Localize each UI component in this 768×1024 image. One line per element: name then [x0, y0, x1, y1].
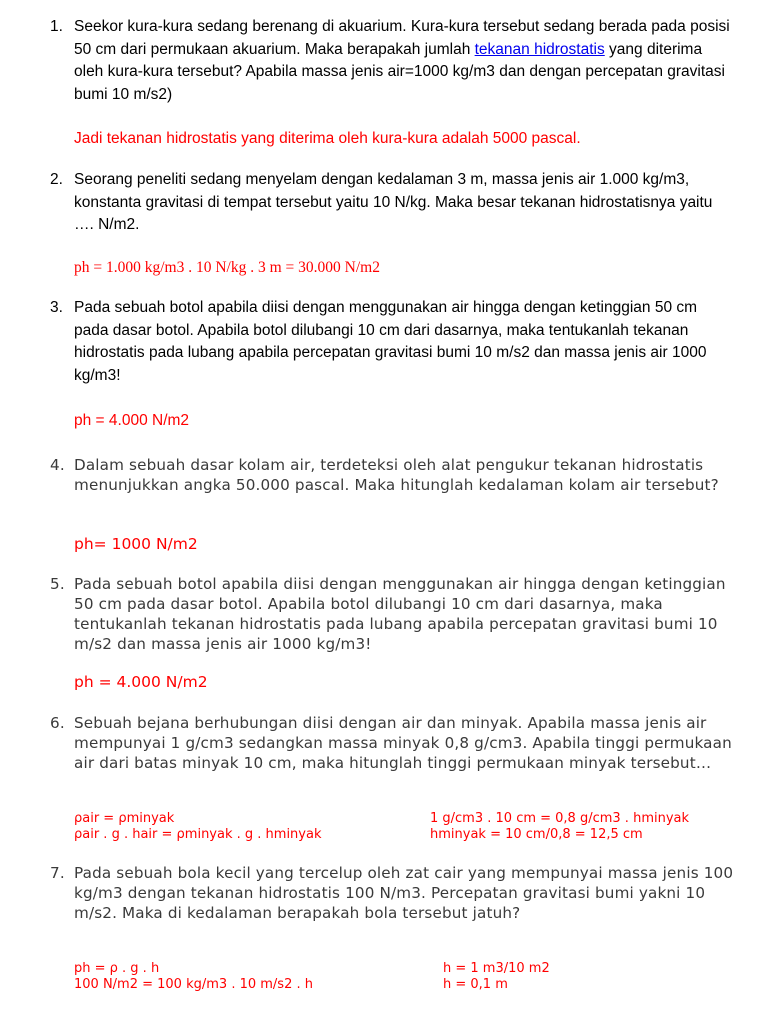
- solution-line: ρair . g . hair = ρminyak . g . hminyak: [74, 827, 322, 842]
- question-number: 7.: [50, 864, 65, 882]
- solution-line: h = 0,1 m: [443, 977, 508, 992]
- solution-line: ρair = ρminyak: [74, 811, 175, 826]
- question-number: 5.: [50, 575, 65, 593]
- answer-5: ph = 4.000 N/m2: [74, 673, 208, 691]
- question-number: 1.: [50, 18, 63, 35]
- question-text: Sebuah bejana berhubungan diisi dengan air dan minyak. Apabila massa jenis air mempunyai 1 g/cm3 sedangkan massa minyak 0,8 g/cm3. Apabila tinggi permukaan air dari batas minyak 10 cm, maka hitunglah tinggi permukaan minyak tersebut…: [74, 714, 732, 772]
- question-text-part: yang diterima oleh kura-kura tersebut? Apabila massa jenis air=1000 kg/m3 dan dengan percepatan gravitasi bumi 10 m/s2): [74, 40, 725, 103]
- answer-1: Jadi tekanan hidrostatis yang diterima oleh kura-kura adalah 5000 pascal.: [74, 130, 581, 147]
- question-text-part: Seekor kura-kura sedang berenang di akuarium. Kura-kura tersebut sedang berada pada posisi 50 cm dari permukaan akuarium. Maka berapakah jumlah: [74, 18, 730, 58]
- question-number: 2.: [50, 171, 63, 188]
- question-number: 3.: [50, 299, 63, 316]
- solution-line: 1 g/cm3 . 10 cm = 0,8 g/cm3 . hminyak: [430, 811, 690, 826]
- question-text: Seorang peneliti sedang menyelam dengan kedalaman 3 m, massa jenis air 1.000 kg/m3, konstanta gravitasi di tempat tersebut yaitu 10 N/kg. Maka besar tekanan hidrostatisnya yaitu …. N/m2.: [74, 171, 713, 233]
- question-number: 4.: [50, 456, 65, 474]
- solution-line: 100 N/m2 = 100 kg/m3 . 10 m/s2 . h: [74, 977, 313, 992]
- question-text: Pada sebuah bola kecil yang tercelup oleh zat cair yang mempunyai massa jenis 100 kg/m3 dengan tekanan hidrostatis 100 N/m3. Percepatan gravitasi bumi yakni 10 m/s2. Maka di kedalaman berapakah bola tersebut jatuh?: [74, 864, 734, 922]
- solution-line: hminyak = 10 cm/0,8 = 12,5 cm: [430, 827, 643, 842]
- solution-left: [74, 961, 313, 993]
- question-text: Dalam sebuah dasar kolam air, terdeteksi oleh alat pengukur tekanan hidrostatis menunjukkan angka 50.000 pascal. Maka hitunglah kedalaman kolam air tersebut?: [74, 456, 719, 494]
- answer-4: ph= 1000 N/m2: [74, 535, 198, 553]
- question-text: Pada sebuah botol apabila diisi dengan menggunakan air hingga dengan ketinggian 50 cm pada dasar botol. Apabila botol dilubangi 10 cm dari dasarnya, maka tentukanlah tekanan hidrostatis pada lubang apabila percepatan gravitasi bumi 10 m/s2 dan massa jenis air 1000 kg/m3!: [74, 299, 707, 384]
- question-text: [74, 16, 734, 106]
- question-number: 6.: [50, 714, 65, 732]
- solution-right: [443, 961, 550, 993]
- solution-line: ph = ρ . g . h: [74, 961, 160, 976]
- answer-3: ph = 4.000 N/m2: [74, 412, 190, 429]
- solution-line: h = 1 m3/10 m2: [443, 961, 550, 976]
- solution-left: [74, 811, 321, 843]
- question-text: Pada sebuah botol apabila diisi dengan menggunakan air hingga dengan ketinggian 50 cm pada dasar botol. Apabila botol dilubangi 10 cm dari dasarnya, maka tentukanlah tekanan hidrostatis pada lubang apabila percepatan gravitasi bumi 10 m/s2 dan massa jenis air 1000 kg/m3!: [74, 575, 726, 653]
- solution-right: [430, 811, 689, 843]
- answer-2: ph = 1.000 kg/m3 . 10 N/kg . 3 m = 30.000 N/m2: [74, 259, 380, 276]
- hydrostatic-pressure-link[interactable]: tekanan hidrostatis: [474, 40, 605, 58]
